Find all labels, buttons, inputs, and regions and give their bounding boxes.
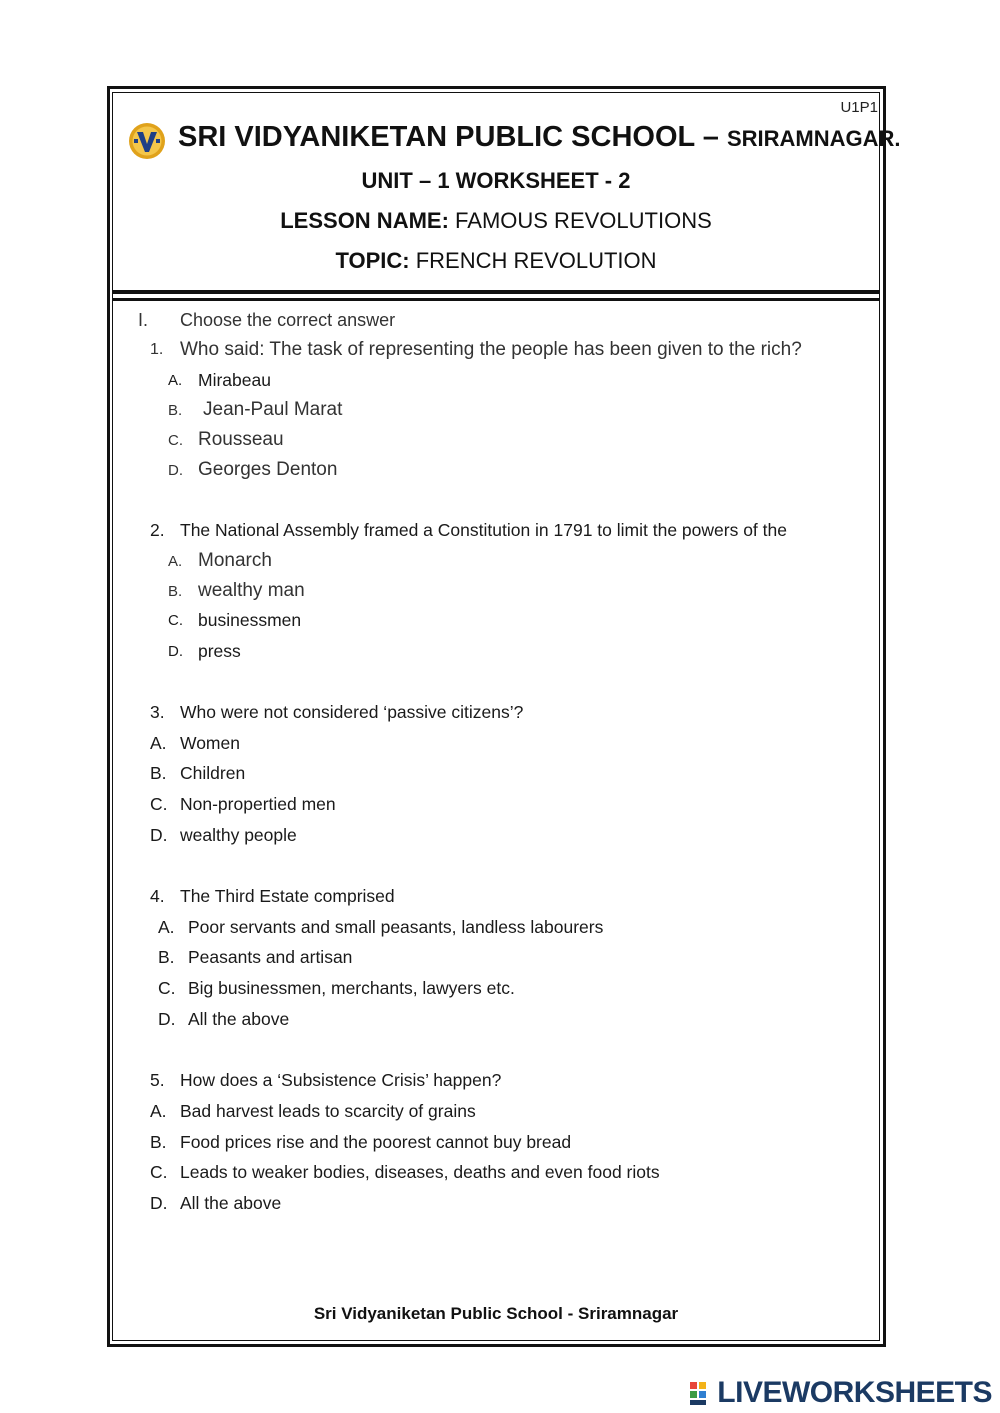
- lesson-label: LESSON NAME:: [280, 208, 449, 233]
- liveworksheets-watermark: [689, 1377, 992, 1409]
- option: [150, 733, 240, 754]
- question-3: [150, 702, 523, 723]
- page-footer: Sri Vidyaniketan Public School - Sriramnagar: [313, 1304, 679, 1323]
- question-1: [150, 339, 802, 361]
- option: [168, 459, 337, 481]
- option-text: All the above: [180, 1193, 282, 1213]
- option-text: Food prices rise and the poorest cannot buy bread: [180, 1132, 572, 1152]
- option-letter: C.: [150, 794, 168, 814]
- section-numeral: I.: [138, 310, 149, 330]
- school-name-main: SRI VIDYANIKETAN PUBLIC SCHOOL –: [178, 121, 719, 153]
- section-title: Choose the correct answer: [180, 310, 396, 330]
- question-number: 2.: [150, 520, 165, 540]
- question-5: [150, 1070, 501, 1091]
- option-text: Rousseau: [198, 429, 284, 450]
- unit-label: UNIT – 1 WORKSHEET - 2: [361, 168, 631, 193]
- option: [150, 1101, 476, 1122]
- option-text: Bad harvest leads to scarcity of grains: [180, 1101, 476, 1121]
- option-text: wealthy people: [180, 825, 297, 845]
- option: [158, 978, 515, 999]
- option: [158, 1009, 289, 1030]
- question-text: Who said: The task of representing the people has been given to the rich?: [180, 339, 802, 360]
- option: [168, 610, 301, 631]
- school-city: SRIRAMNAGAR.: [726, 126, 901, 151]
- option-letter: B.: [150, 1132, 167, 1152]
- option: [150, 1162, 660, 1183]
- question-number: 1.: [150, 341, 164, 358]
- liveworksheets-text: LIVEWORKSHEETS: [717, 1376, 992, 1409]
- option-letter: D.: [168, 643, 183, 660]
- option-letter: D.: [150, 825, 168, 845]
- option-letter: D.: [150, 1193, 168, 1213]
- option-text: Mirabeau: [198, 370, 271, 390]
- school-logo-icon: [128, 122, 166, 160]
- option-text: Leads to weaker bodies, diseases, deaths and even food riots: [180, 1162, 660, 1182]
- option: [150, 794, 336, 815]
- option-letter: B.: [158, 947, 175, 967]
- option: [158, 947, 352, 968]
- option: [168, 550, 272, 572]
- header-divider: [112, 290, 880, 294]
- option: [168, 641, 241, 662]
- option-letter: C.: [168, 432, 183, 449]
- option-text: Non-propertied men: [180, 794, 336, 814]
- option: [168, 399, 342, 421]
- unit-title: [112, 168, 880, 194]
- option-text: All the above: [188, 1009, 290, 1029]
- option-letter: D.: [168, 462, 183, 479]
- option-text: Women: [180, 733, 240, 753]
- option-letter: C.: [168, 612, 183, 629]
- question-4: [150, 886, 395, 907]
- option-text: businessmen: [198, 610, 302, 630]
- option-letter: A.: [168, 553, 183, 570]
- option: [150, 1193, 281, 1214]
- topic-value: FRENCH REVOLUTION: [415, 248, 657, 273]
- question-number: 3.: [150, 702, 165, 722]
- question-number: 4.: [150, 886, 165, 906]
- page-code: U1P1: [840, 99, 878, 116]
- liveworksheets-logo-icon: [689, 1380, 715, 1406]
- question-text: How does a ‘Subsistence Crisis’ happen?: [180, 1070, 502, 1090]
- option: [150, 825, 297, 846]
- option: [168, 429, 284, 451]
- option-letter: C.: [158, 978, 176, 998]
- question-2: [150, 520, 787, 541]
- header-divider-2: [112, 298, 880, 301]
- option-letter: A.: [150, 733, 167, 753]
- option-text: Monarch: [198, 550, 272, 571]
- option-letter: A.: [168, 372, 183, 389]
- lesson-value: FAMOUS REVOLUTIONS: [455, 208, 712, 233]
- option-letter: B.: [150, 763, 167, 783]
- option-letter: C.: [150, 1162, 168, 1182]
- question-text: The National Assembly framed a Constitution in 1791 to limit the powers of the: [180, 520, 787, 540]
- option-text: wealthy man: [198, 580, 305, 601]
- option: [150, 763, 245, 784]
- question-text: The Third Estate comprised: [180, 886, 395, 906]
- school-name: [178, 121, 901, 154]
- option-letter: B.: [168, 583, 183, 600]
- option: [158, 917, 603, 938]
- option: [150, 1132, 571, 1153]
- option-letter: D.: [158, 1009, 176, 1029]
- question-text: Who were not considered ‘passive citizens’?: [180, 702, 524, 722]
- lesson-line: [112, 208, 880, 234]
- topic-label: TOPIC:: [335, 248, 410, 273]
- option: [168, 370, 271, 391]
- option-letter: A.: [150, 1101, 167, 1121]
- option-letter: A.: [158, 917, 175, 937]
- question-number: 5.: [150, 1070, 165, 1090]
- option-text: Georges Denton: [198, 459, 338, 480]
- option-text: Jean-Paul Marat: [203, 399, 343, 420]
- option-text: Children: [180, 763, 246, 783]
- option-text: Peasants and artisan: [188, 947, 353, 967]
- topic-line: [112, 248, 880, 274]
- option-letter: B.: [168, 402, 183, 419]
- option: [168, 580, 305, 602]
- option-text: Poor servants and small peasants, landless labourers: [188, 917, 604, 937]
- option-text: Big businessmen, merchants, lawyers etc.: [188, 978, 515, 998]
- option-text: press: [198, 641, 241, 661]
